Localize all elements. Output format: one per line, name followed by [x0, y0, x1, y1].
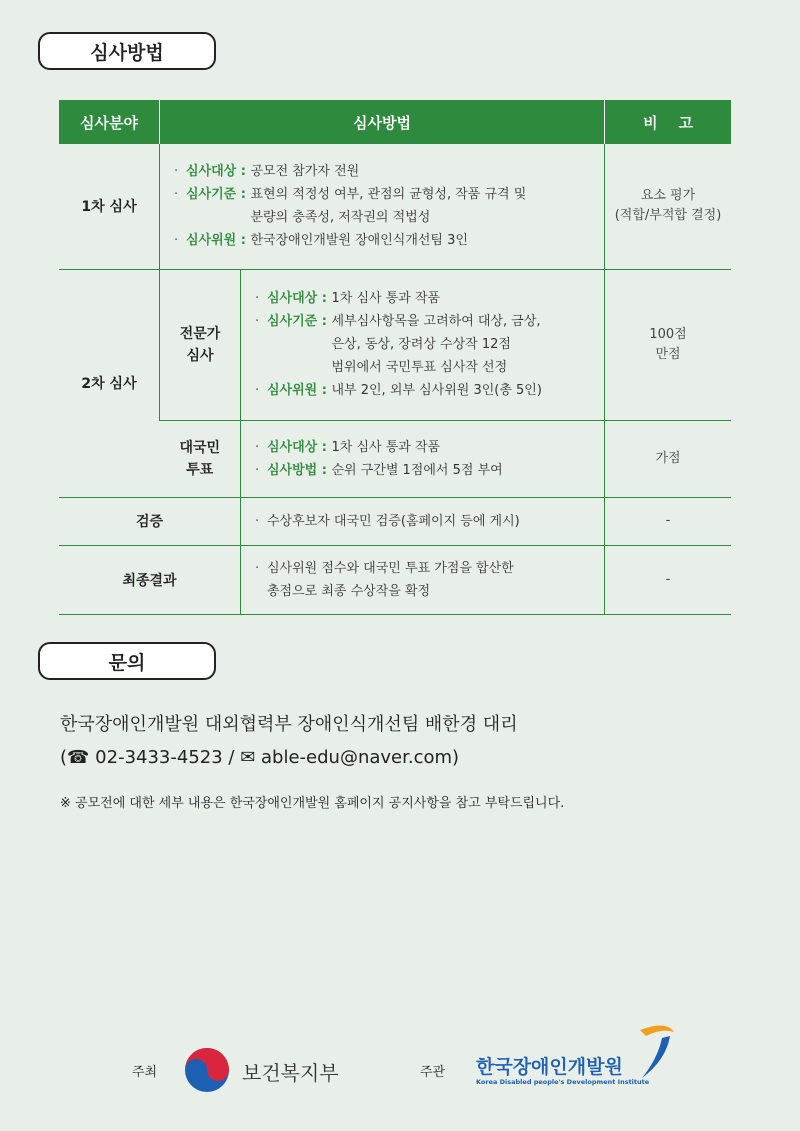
- list-item: · 심사기준 : 세부심사항목을 고려하여 대상, 금상, 은상, 동상, 장려상 수상작 12점 범위에서 국민투표 심사작 선정: [255, 314, 541, 375]
- section-title-inquiry: 문의: [38, 642, 216, 680]
- mail-icon: ✉: [240, 747, 256, 768]
- phone-icon: ☎: [67, 747, 90, 768]
- kodda-swoosh-logo-icon: [636, 1022, 678, 1080]
- round2-expert-label: 전문가 심사: [160, 269, 241, 420]
- final-note: -: [605, 545, 732, 614]
- header-method: 심사방법: [160, 100, 605, 144]
- table-row-round1: [59, 144, 731, 269]
- host-label: 주최: [132, 1065, 158, 1080]
- list-item: · 심사대상 : 1차 심사 통과 작품: [255, 291, 441, 306]
- verify-method: · 수상후보자 대국민 검증(홈페이지 등에 게시): [241, 497, 605, 545]
- table-header-row: [59, 100, 731, 144]
- header-category: 심사분야: [59, 100, 160, 144]
- round2-public-method: [241, 420, 605, 497]
- round2-expert-method: [241, 269, 605, 420]
- table-row-round2-public: [59, 420, 731, 497]
- list-item: · 심사대상 : 공모전 참가자 전원: [174, 164, 360, 180]
- section-title-review: 심사방법: [38, 32, 216, 70]
- round1-note: 요소 평가 (적합/부적합 결정): [605, 144, 732, 269]
- round1-method: [160, 144, 605, 269]
- contact-line: 한국장애인개발원 대외협력부 장애인식개선팀 배한경 대리: [60, 714, 518, 735]
- review-table: [59, 100, 731, 615]
- round2-public-item-list: [241, 426, 604, 492]
- phone-number[interactable]: 02-3433-4523 /: [89, 747, 241, 768]
- organizer-english-name: Korea Disabled people's Development Institute: [476, 1078, 650, 1086]
- table-row-verify: [59, 497, 731, 545]
- table-row-final: [59, 545, 731, 614]
- final-category: 최종결과: [59, 545, 241, 614]
- contact-detail: (☎ 02-3433-4523 / ✉ able-edu@naver.com): [60, 747, 460, 768]
- contact-info: [60, 708, 518, 774]
- round2-expert-note: 100점 만점: [605, 269, 732, 420]
- round2-category: 2차 심사: [59, 269, 160, 497]
- round1-category: 1차 심사: [59, 144, 160, 269]
- list-item: · 심사위원 : 내부 2인, 외부 심사위원 3인(총 5인): [255, 383, 542, 398]
- organizer-label: 주관: [420, 1065, 446, 1080]
- final-method: · 심사위원 점수와 대국민 투표 가점을 합산한 총점으로 최종 수상작을 확정: [241, 545, 605, 614]
- organizer-name: 한국장애인개발원: [476, 1056, 623, 1078]
- header-note: 비 고: [605, 100, 732, 144]
- verify-category: 검증: [59, 497, 241, 545]
- list-item: · 심사기준 : 표현의 적정성 여부, 관점의 균형성, 작품 규격 및 분량의 충족성, 저작권의 적법성: [174, 187, 527, 226]
- round2-public-note: 가점: [605, 420, 732, 497]
- round2-expert-item-list: [241, 277, 604, 412]
- email-link[interactable]: able-edu@naver.com): [255, 747, 460, 768]
- host-name: 보건복지부: [242, 1061, 339, 1085]
- footnote: ※ 공모전에 대한 세부 내용은 한국장애인개발원 홈페이지 공지사항을 참고 부탁드립니다.: [60, 796, 565, 811]
- mohw-taegeuk-logo-icon: [183, 1046, 231, 1094]
- list-item: · 심사위원 : 한국장애인개발원 장애인식개선팀 3인: [174, 233, 468, 249]
- round2-public-label: 대국민 투표: [160, 420, 241, 497]
- verify-note: -: [605, 497, 732, 545]
- table-row-round2-expert: [59, 269, 731, 420]
- round1-item-list: [160, 150, 604, 262]
- list-item: · 심사대상 : 1차 심사 통과 작품: [255, 439, 441, 455]
- list-item: · 심사방법 : 순위 구간별 1점에서 5점 부여: [255, 462, 503, 478]
